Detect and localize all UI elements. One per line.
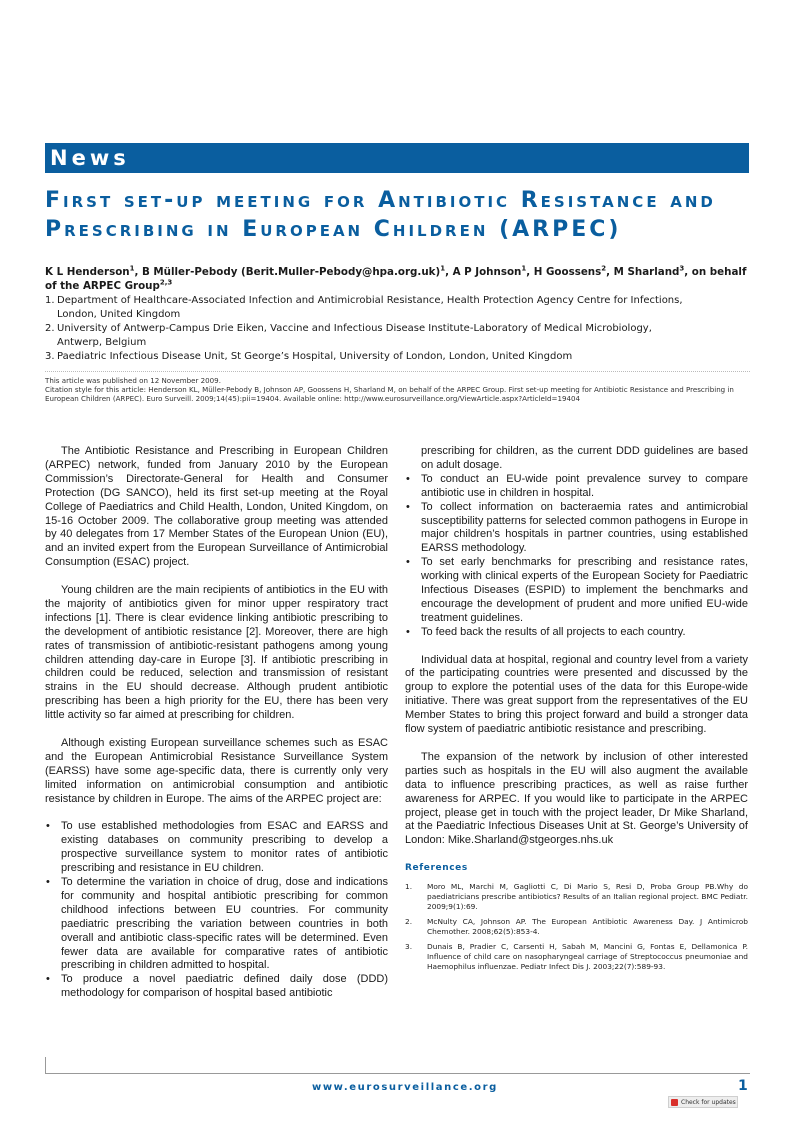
author-group: , on behalf of the ARPEC Group — [45, 266, 747, 292]
affiliation — [45, 294, 750, 322]
list-item-text: To collect information on bacteraemia rates and antimicrobial susceptibility patterns for selected common pathogens in Europe in major children’s hospitals in partner countries, using established EARSS methodology. — [421, 500, 748, 555]
body-column-left — [45, 445, 388, 1015]
list-item: • To conduct an EU-wide point prevalence survey to compare antibiotic use in children in hospital. — [406, 472, 748, 499]
affiliation-number: 3. — [45, 351, 55, 362]
reference-number: 3. — [405, 942, 413, 952]
citation-text: Citation style for this article: Henderson KL, Müller-Pebody B, Johnson AP, Goossens H, Sharland M, on behalf of the ARPEC Group. First set-up meeting for Antibiotic Resistance and Prescribing in European Children (ARPEC). Euro Surveill. 2009;14(45):pii=19404. Available online: http://www.eurosurveillance.org/ViewArticle.aspx?ArticleId=19404 — [45, 385, 734, 403]
check-for-updates-label: Check for updates — [681, 1099, 736, 1106]
affil-ref: 1 — [129, 264, 135, 273]
article-title — [45, 186, 745, 244]
author: K L Henderson — [45, 266, 130, 278]
divider — [45, 371, 750, 372]
paragraph: Although existing European surveillance schemes such as ESAC and the European Antimicrobial Resistance Surveillance System (EARSS) have some age-specific data, there is currently only very limited information on antimicrobial consumption and antibiotic resistance by children in Europe. The aims of the ARPEC project are: — [45, 737, 388, 805]
footer-tick — [45, 1057, 46, 1073]
paragraph: The expansion of the network by inclusion of other interested parties such as hospitals in the EU will also augment the available data to influence prescribing practices, as well as raise further awareness for ARPEC. If you would like to participate in the ARPEC project, please get in touch with the project leader, Dr Mike Sharland, at the Paediatric Infectious Diseases Unit at St. George’s University of London: Mike.Sharland@stgeorges.nhs.uk — [405, 750, 748, 847]
author-list — [45, 265, 750, 293]
list-item-cont — [405, 445, 748, 473]
author: , A P Johnson — [445, 266, 522, 278]
affil-ref: 3 — [679, 264, 685, 273]
title-line-1: First set-up meeting for Antibiotic Resistance and — [45, 188, 716, 213]
footer-url-link[interactable]: www.eurosurveillance.org — [312, 1082, 498, 1093]
article-meta — [45, 376, 750, 403]
paragraph: The Antibiotic Resistance and Prescribing in European Children (ARPEC) network, funded from January 2010 by the European Commission’s Directorate-General for Health and Consumer Protection (DG SANCO), held its first set-up meeting at the Royal College of Paediatrics and Child Health, London, United Kingdom, on 15-16 October 2009. The collaborative group meeting was attended by 40 delegates from 17 Member States of the European Union (EU), and an invited expert from the European Surveillance of Antimicrobial Consumption (ESAC) project. — [45, 445, 388, 569]
reference-item — [405, 882, 748, 912]
page-number: 1 — [738, 1078, 748, 1094]
affil-ref: 2 — [601, 264, 607, 273]
affiliation-text: University of Antwerp-Campus Drie Eiken, Vaccine and Infectious Disease Institute-Laboratory of Medical Microbiology, — [57, 323, 652, 334]
author: , H Goossens — [526, 266, 602, 278]
affiliation-text: Department of Healthcare-Associated Infection and Antimicrobial Resistance, Health Protection Agency Centre for Infections, — [57, 295, 683, 306]
list-item-text: To set early benchmarks for prescribing and resistance rates, working with clinical experts of the European Society for Paediatric Infectious Diseases (ESPID) to implement the benchmarks and encourage the development of prudent and more unified EU-wide treatment guidelines. — [421, 556, 748, 624]
published-date: This article was published on 12 November 2009. — [45, 376, 221, 385]
affiliation-list — [45, 294, 750, 364]
affil-ref: 1 — [440, 264, 446, 273]
reference-item — [405, 942, 748, 972]
aims-list-cont — [405, 445, 748, 640]
affiliation-text: Paediatric Infectious Disease Unit, St George’s Hospital, University of London, London, United Kingdom — [57, 351, 573, 362]
reference-number: 2. — [405, 917, 413, 927]
list-item: • To set early benchmarks for prescribing and resistance rates, working with clinical experts of the European Society for Paediatric Infectious Diseases (ESPID) to implement the benchmarks and encourage the development of prudent and more unified EU-wide treatment guidelines. — [406, 556, 748, 624]
affil-ref: 2,3 — [159, 278, 173, 287]
list-item-text: prescribing for children, as the current DDD guidelines are based on adult dosage. — [421, 445, 748, 471]
affiliation-number: 2. — [45, 323, 55, 334]
author: , M Sharland — [606, 266, 680, 278]
check-for-updates-button[interactable] — [668, 1096, 738, 1108]
paragraph: Young children are the main recipients of antibiotics in the EU with the majority of antibiotics given for minor upper respiratory tract infections [1]. There is clear evidence linking antibiotic prescribing to the development of antibiotic resistance [2]. Moreover, there are high rates of transmission of antibiotic-resistant pathogens among young children attending day-care in Europe [3]. If antibiotic prescribing in children could be reduced, selection and transmission of resistant strains in the EU should decrease. Although prudent antibiotic prescribing has been a high priority for the EU, there has been very little activity so far aimed at prescribing for children. — [45, 584, 388, 722]
list-item: • To feed back the results of all projects to each country. — [406, 625, 686, 638]
reference-text: McNulty CA, Johnson AP. The European Antibiotic Awareness Day. J Antimicrob Chemother. 2008;62(5):853-4. — [427, 917, 748, 937]
list-item: • To produce a novel paediatric defined daily dose (DDD) methodology for comparison of hospital based antibiotic — [46, 973, 388, 1000]
affiliation-text-cont: London, United Kingdom — [57, 309, 181, 320]
list-item: • To determine the variation in choice of drug, dose and indications for community and hospital antibiotic prescribing for common childhood infections between EU countries. For community paediatric prescribing the variation between countries in both overall and antibiotic class-specific rates will be determined. Even fewer data are available for comparative rates of antibiotic prescribing in children admitted to hospital. — [46, 876, 388, 972]
title-line-2: Prescribing in European Children (ARPEC) — [45, 217, 622, 242]
body-column-right — [405, 445, 748, 977]
reference-item — [405, 917, 748, 937]
crossmark-icon — [671, 1099, 678, 1106]
references-heading: References — [405, 863, 468, 874]
affil-ref: 1 — [521, 264, 527, 273]
author: , B Müller-Pebody (Berit.Muller-Pebody@hpa.org.uk) — [134, 266, 441, 278]
list-item: • To collect information on bacteraemia rates and antimicrobial susceptibility patterns for selected common pathogens in Europe in major children’s hospitals in partner countries, using established EARSS methodology. — [406, 500, 748, 555]
affiliation — [45, 350, 750, 364]
affiliation — [45, 322, 750, 350]
list-item: • To use established methodologies from ESAC and EARSS and existing databases on community prescribing to develop a prospective surveillance system to monitor rates of antibiotic prescribing and resistance in EU children. — [46, 820, 388, 875]
section-banner: News — [45, 143, 749, 173]
paragraph: Individual data at hospital, regional and country level from a variety of the participating countries were presented and discussed by the group to explore the potential uses of the data for this Europe-wide initiative. There was great support from the representatives of the EU Member States to bring this project forward and build a stronger data flow system of paediatric antibiotic resistance and prescribing. — [405, 653, 748, 736]
list-item-text: To conduct an EU-wide point prevalence survey to compare antibiotic use in children in hospital. — [421, 472, 748, 499]
affiliation-number: 1. — [45, 295, 55, 306]
list-item-text: To feed back the results of all projects to each country. — [421, 625, 686, 638]
list-item-text: To determine the variation in choice of drug, dose and indications for community and hospital antibiotic prescribing for common childhood infections between EU countries. For community paediatric prescribing the variation between countries in both overall and antibiotic class-specific rates will be determined. Even fewer data are available for comparative rates of antibiotic prescribing in children admitted to hospital. — [61, 876, 388, 972]
affiliation-text-cont: Antwerp, Belgium — [57, 337, 147, 348]
reference-number: 1. — [405, 882, 413, 892]
footer-divider — [45, 1073, 750, 1074]
list-item-text: To produce a novel paediatric defined daily dose (DDD) methodology for comparison of hospital based antibiotic — [61, 973, 388, 1000]
list-item-text: To use established methodologies from ESAC and EARSS and existing databases on community prescribing to develop a prospective surveillance system to monitor rates of antibiotic prescribing and resistance in EU children. — [61, 820, 388, 875]
reference-text: Moro ML, Marchi M, Gagliotti C, Di Mario S, Resi D, Proba Group PB.Why do paediatricians prescribe antibiotics? Results of an Italian regional project. BMC Pediatr. 2009;9(1):69. — [427, 882, 748, 912]
aims-list — [45, 820, 388, 1001]
reference-text: Dunais B, Pradier C, Carsenti H, Sabah M, Mancini G, Fontas E, Dellamonica P. Influence of child care on nasopharyngeal carriage of Streptococcus pneumoniae and Haemophilus influenzae. Pediatr Infect Dis J. 2003;22(7):589-93. — [427, 942, 748, 972]
